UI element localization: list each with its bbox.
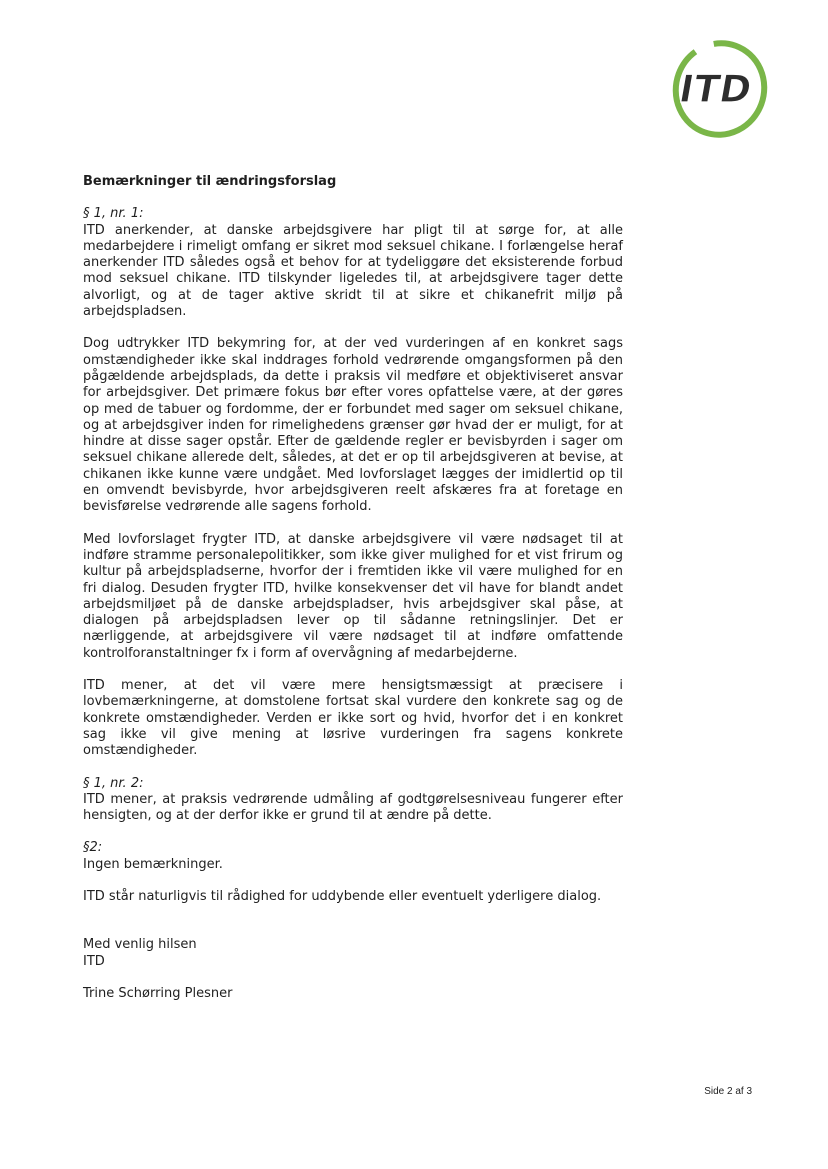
- section-paragraph: Med lovforslaget frygter ITD, at danske arbejdsgivere vil være nødsaget til at indføre stramme personalepolitikker, som ikke giver mulighed for et vist frirum og kultur på arbejdspladserne, hvorfor der i fremtiden ikke vil være mulighed for en fri dialog. Desuden frygter ITD, hvilke konsekvenser det vil have for blandt andet arbejdsmiljøet på de danske arbejdspladser, hvis arbejdsgiver skal påse, at dialogen på arbejdspladsen lever op til sådanne retningslinjer. Det er nærliggende, at arbejdsgivere vil være nødsaget til at indføre omfattende kontrolforanstaltninger fx i form af overvågning af medarbejderne.: [83, 531, 623, 661]
- section-paragraph: Ingen bemærkninger.: [83, 856, 223, 872]
- section-label: § 1, nr. 2:: [83, 775, 144, 791]
- document-heading: Bemærkninger til ændringsforslag: [83, 174, 337, 189]
- section-paragraph: ITD anerkender, at danske arbejdsgivere har pligt til at sørge for, at alle medarbejdere i rimeligt omfang er sikret mod seksuel chikane. I forlængelse heraf anerkender ITD således også et behov for at tydeliggøre det eksisterende forbud mod seksuel chikane. ITD tilskynder ligeledes til, at arbejdsgivere tager dette alvorligt, og at de tager aktive skridt til at sikre et chikanefrit miljø på arbejdspladsen.: [83, 222, 623, 320]
- section-paragraph: ITD mener, at det vil være mere hensigtsmæssigt at præcisere i lovbemærkningerne, at domstolene fortsat skal vurdere den konkrete sag og de konkrete omstændigheder. Verden er ikke sort og hvid, hvorfor det i en konkret sag ikke vil give mening at løsrive vurderingen fra sagens konkrete omstændigheder.: [83, 678, 623, 759]
- itd-logo: [668, 40, 772, 138]
- page-number: Side 2 af 3: [704, 1086, 752, 1097]
- section-paragraph: Dog udtrykker ITD bekymring for, at der ved vurderingen af en konkret sags omstændigheder ikke skal inddrages forhold vedrørende omgangsformen på den pågældende arbejdsplads, da dette i praksis vil medføre et objektiviseret ansvar for arbejdsgiver. Det primære fokus bør efter vores opfattelse være, at der gøres op med de tabuer og fordomme, der er forbundet med sager om seksuel chikane, og at arbejdsgiver inden for rimelighedens grænser gør hvad der er muligt, for at hindre at disse sager opstår. Efter de gældende regler er bevisbyrden i sager om seksuel chikane allerede delt, således, at det er op til arbejdsgiveren at bevise, at chikanen ikke kunne være undgået. Med lovforslaget lægges der imidlertid op til en omvendt bevisbyrde, hvor arbejdsgiveren reelt afskæres fra at foretage en bevisførelse vedrørende alle sagens forhold.: [83, 336, 623, 515]
- letter-body: [83, 174, 623, 1002]
- section-paragraph: ITD mener, at praksis vedrørende udmåling af godtgørelsesniveau fungerer efter hensigten, og at der derfor ikke er grund til at ændre på dette.: [83, 791, 623, 824]
- section-label: § 1, nr. 1:: [83, 206, 144, 222]
- closing-greeting: Med venlig hilsen: [83, 937, 197, 953]
- section-paragraph: ITD står naturligvis til rådighed for uddybende eller eventuelt yderligere dialog.: [83, 888, 602, 904]
- closing-org: ITD: [83, 953, 105, 969]
- svg-text:ITD: ITD: [675, 67, 755, 112]
- section-label: §2:: [83, 840, 103, 856]
- signer-name: Trine Schørring Plesner: [83, 985, 233, 1001]
